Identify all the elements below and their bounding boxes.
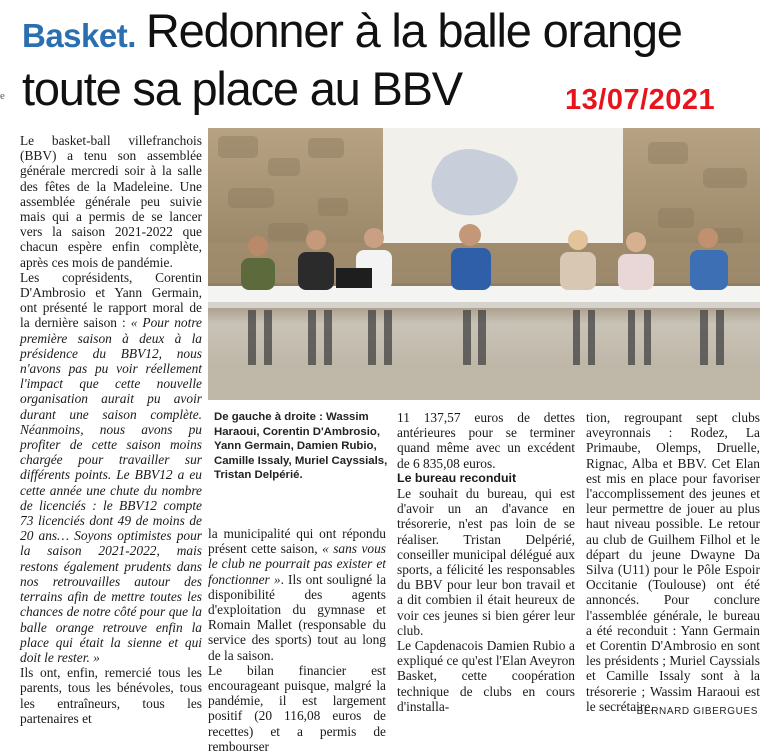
photo-illustration xyxy=(208,128,760,400)
kicker: Basket. xyxy=(22,17,136,54)
municipality-text: la municipalité qui ont répondu présent cette saison, xyxy=(208,526,386,557)
copresidents-lead: Les coprésidents, Corentin D'Ambrosio et Yann Germain, ont présenté le rapport moral de la dernière saison : xyxy=(20,269,202,331)
municipality-quote: « sans vous le club ne pourrait pas exister et fonctionner » xyxy=(208,541,387,587)
paragraph-finance: Le bilan financier est encourageant puisque, malgré la pandémie, il est largement positif (20 116,08 euros de recettes) et a permis de rembourser xyxy=(208,662,386,754)
column-3 xyxy=(397,410,575,714)
column-1 xyxy=(20,133,202,726)
date-stamp: 13/07/2021 xyxy=(565,84,716,116)
subhead-bureau: Le bureau reconduit xyxy=(397,470,517,485)
column-2 xyxy=(208,526,386,754)
page-edge-mark: e xyxy=(0,90,5,102)
legs xyxy=(248,310,724,365)
paragraph-debts: 11 137,57 euros de dettes antérieures pour se terminer quand même avec un excédent de 6 835,08 euros. xyxy=(397,410,575,471)
paragraph-clubs: tion, regroupant sept clubs aveyronnais : Rodez, La Primaube, Olemps, Druelle, Rignac, Alba et BBV. Cet Elan est mis en place pour favoriser l'accomplissement des jeunes et leur permettre de jouer au plus haut niveau possible. Le retour au club de Guilhem Filhol et le départ du jeune Dwayne Da Silva (U11) pour le Pôle Espoir Occitanie (Toulouse) ont été annoncés. Pour conclure l'assemblée générale, le bureau a été reconduit : Yann Germain et Corentin D'Ambrosio en sont les présidents ; Muriel Cayssials et Camille Issaly sont à la trésorerie ; Wassim Haraoui est le secrétaire. xyxy=(586,410,760,714)
column-4 xyxy=(586,410,760,714)
copresidents-quote: « Pour notre première saison à deux à la présidence du BBV12, nous n'avons pas pu voir réellement l'impact que cette nouvelle organisation aurait pu avoir durant une saison complète. Néanmoins, nous avons pu profiter de cette saison moins chargée pour travailler sur différents points. Le BBV12 a eu cette année une chute du nombre de licenciés : le BBV12 compte 73 licenciés dont 49 de moins de 20 ans… Soyons optimistes pour la saison 2021-2022, mais restons également prudents dans nos retrouvailles autour des terrains afin de mettre toutes les chances de notre côté pour que la balle orange retrouve enfin la place qui était la sienne et qui doit le rester. » xyxy=(20,315,202,665)
table-edge xyxy=(208,302,760,308)
floor xyxy=(208,368,760,400)
laptop xyxy=(336,268,372,288)
municipality-text-end: . Ils ont souligné la disponibilité des agents d'exploitation du gymnase et Romain Mallet (responsable du service des sports) tout au long de la saison. xyxy=(208,571,387,663)
photo-caption: De gauche à droite : Wassim Haraoui, Corentin D'Ambrosio, Yann Germain, Damien Rubio, Camille Issaly, Muriel Cayssials, Tristan Delpérié. xyxy=(214,411,388,482)
paragraph-intro: Le basket-ball villefranchois (BBV) a tenu son assemblée générale mercredi soir à la salle des fêtes de la Madeleine. Une assemblée générale peu suivie mais qui a permis de se lancer vers la saison 2021-2022 que chacun espère enfin complète, après ces mois de pandémie. xyxy=(20,133,202,270)
paragraph-thanks: Ils ont, enfin, remercié tous les parents, tous les bénévoles, tous les entraîneurs, tous les partenaires et xyxy=(20,665,202,726)
article-photo xyxy=(208,128,760,400)
headline-text: Redonner à la balle orange toute sa place au BBV xyxy=(22,4,682,115)
paragraph-municipality xyxy=(208,526,386,663)
byline: BERNARD GIBERGUES xyxy=(636,706,758,717)
person-6 xyxy=(618,232,654,290)
paragraph-bureau: Le souhait du bureau, qui est d'avoir un an d'avance en trésorerie, n'est pas loin de se réaliser. Tristan Delpérié, conseiller municipal délégué aux sports, a félicité les responsables du BBV pour leur bon travail et a dit combien il était heureux de voir ces jeunes si bien gérer leur club. xyxy=(397,486,575,638)
paragraph-copresidents xyxy=(20,270,202,665)
paragraph-elan: Le Capdenacois Damien Rubio a expliqué ce qu'est l'Elan Aveyron Basket, cette coopération technique de clubs en cours d'installa- xyxy=(397,638,575,714)
